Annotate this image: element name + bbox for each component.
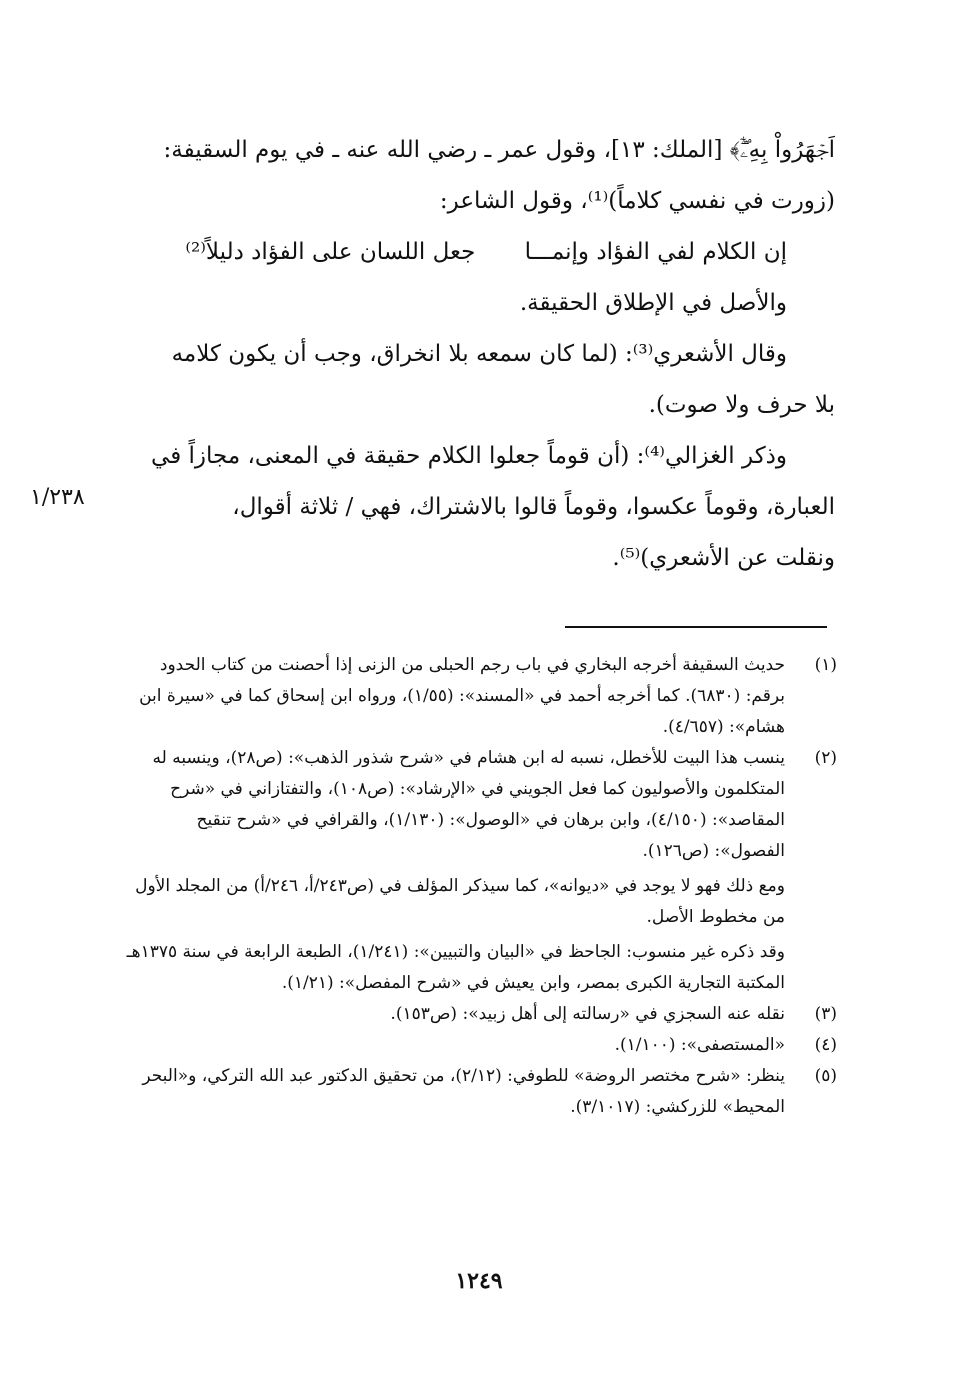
footnote-5 [125, 1061, 837, 1123]
footnote-text: نقله عنه السجزي في «رسالته إلى أهل زبيد»: (ص١٥٣). [390, 1004, 785, 1024]
text-line-6: بلا حرف ولا صوت). [648, 392, 835, 418]
footnote-text: حديث السقيفة أخرجه البخاري في باب رجم الحبلى من الزنى إذا أحصنت من كتاب الحدود برقم: (٦٨٣٠). كما أخرجه أحمد في «المسند»: (١/٥٥)، ورواه ابن إسحاق كما في «سيرة ابن هشام»: (٤/٦٥٧). [139, 655, 785, 737]
text-line-2: (زورت في نفسي كلاماً)⁽¹⁾، وقول الشاعر: [439, 188, 835, 214]
footnote-1 [125, 650, 837, 743]
footnote-number: (٥) [814, 1066, 837, 1086]
main-text [125, 125, 835, 584]
footnote-paragraph: ومع ذلك فهو لا يوجد في «ديوانه»، كما سيذكر المؤلف في (ص٢٤٣/أ، ٢٤٦/أ) من المجلد الأول من مخطوط الأصل. [135, 876, 785, 927]
footnote-text: ينسب هذا البيت للأخطل، نسبه له ابن هشام في «شرح شذور الذهب»: (ص٢٨)، وينسبه له المتكلمون والأصوليون كما فعل الجويني في «الإرشاد»: (ص١٠٨)، والتفتازاني في «شرح المقاصد»: (٤/١٥٠)، وابن برهان في «الوصول»: (١/١٣٠)، والقرافي في «شرح تنقيح الفصول»: (ص١٢٦). [152, 748, 785, 861]
footnote-2 [125, 743, 837, 999]
verse-hemistich-1: إن الكلام لفي الفؤاد وإنمـــا [524, 239, 787, 265]
footnote-number: (١) [814, 655, 837, 675]
page-number: ١٢٤٩ [455, 1268, 503, 1294]
footnote-number: (٢) [814, 748, 837, 768]
text-line-9: ونقلت عن الأشعري)⁽⁵⁾. [612, 545, 835, 571]
footnote-paragraph: وقد ذكره غير منسوب: الجاحظ في «البيان والتبيين»: (١/٢٤١)، الطبعة الرابعة في سنة ١٣٧٥هـ المكتبة التجارية الكبرى بمصر، وابن يعيش في «شرح المفصل»: (١/٢١). [126, 942, 785, 993]
verse-hemistich-2: جعل اللسان على الفؤاد دليلاً⁽²⁾ [185, 239, 476, 265]
footnote-4 [125, 1030, 837, 1061]
footnote-number: (٤) [814, 1035, 837, 1055]
footnote-number: (٣) [814, 1004, 837, 1024]
footnote-separator [565, 626, 827, 628]
text-line-7: وذكر الغزالي⁽⁴⁾: (أن قوماً جعلوا الكلام حقيقة في المعنى، مجازاً في [151, 443, 787, 469]
manuscript-folio-reference: ١/٢٣٨ [30, 485, 85, 510]
footnote-text: «المستصفى»: (١/١٠٠). [614, 1035, 785, 1055]
text-line-4: والأصل في الإطلاق الحقيقة. [519, 290, 787, 316]
text-line-5: وقال الأشعري⁽³⁾: (لما كان سمعه بلا انخراق، وجب أن يكون كلامه [171, 341, 787, 367]
text-line-8: العبارة، وقوماً عكسوا، وقوماً قالوا بالاشتراك، فهي / ثلاثة أقوال، [232, 494, 835, 520]
text-line-1: اَجۡهَرُواْ بِهِۦٓۖ﴾ [الملك: ١٣]، وقول عمر ـ رضي الله عنه ـ في يوم السقيفة: [163, 137, 835, 163]
footnote-3 [125, 999, 837, 1030]
poetry-verse [125, 227, 835, 278]
footnotes [125, 650, 837, 1123]
footnote-text: ينظر: «شرح مختصر الروضة» للطوفي: (٢/١٢)، من تحقيق الدكتور عبد الله التركي، و«البحر المحيط» للزركشي: (٣/١٠١٧). [142, 1066, 785, 1117]
